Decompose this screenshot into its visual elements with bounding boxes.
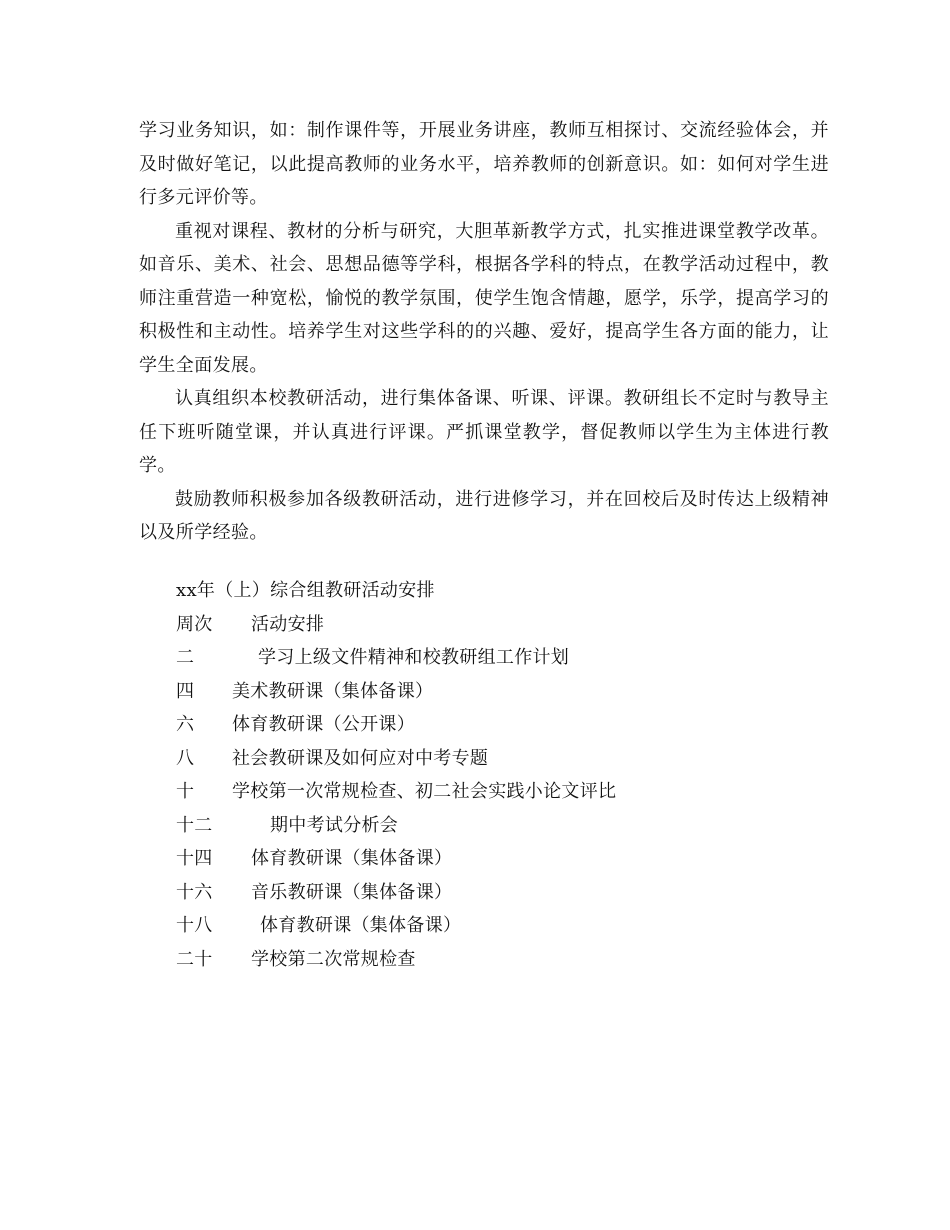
schedule-header-row <box>176 608 826 642</box>
week-cell: 十二 <box>176 814 213 836</box>
schedule-row <box>176 775 826 809</box>
paragraph-4: 鼓励教师积极参加各级教研活动，进行进修学习，并在回校后及时传达上级精神以及所学经验。 <box>139 488 829 543</box>
body-text <box>139 114 829 550</box>
activity-cell: 期中考试分析会 <box>270 814 399 836</box>
activity-cell: 社会教研课及如何应对中考专题 <box>232 747 489 769</box>
week-cell: 十四 <box>176 848 213 869</box>
paragraph-3: 认真组织本校教研活动，进行集体备课、听课、评课。教研组长不定时与教导主任下班听随堂课，并认真进行评课。严抓课堂教学，督促教师以学生为主体进行教学。 <box>139 388 829 476</box>
schedule-row <box>176 876 826 910</box>
week-cell: 八 <box>176 747 195 769</box>
paragraph-2: 重视对课程、教材的分析与研究，大胆革新教学方式，扎实推进课堂教学改革。如音乐、美术、社会、思想品德等学科，根据各学科的特点，在教学活动过程中，教师注重营造一种宽松，愉悦的教学氛围，使学生饱含情趣，愿学，乐学，提高学习的积极性和主动性。培养学生对这些学科的的兴趣、爱好，提高学生各方面的能力，让学生全面发展。 <box>139 220 829 376</box>
activity-cell: 音乐教研课（集体备课） <box>251 881 453 903</box>
activity-column-header: 活动安排 <box>251 613 325 635</box>
schedule-row <box>176 842 826 876</box>
activity-cell: 美术教研课（集体备课） <box>232 680 434 702</box>
schedule-row <box>176 809 826 843</box>
schedule-row <box>176 641 826 675</box>
activity-cell: 学校第二次常规检查 <box>251 948 416 970</box>
week-cell: 十六 <box>176 881 213 903</box>
activity-cell: 学校第一次常规检查、初二社会实践小论文评比 <box>232 781 617 802</box>
week-column-header: 周次 <box>176 613 213 635</box>
week-cell: 十 <box>176 781 195 802</box>
week-cell: 二 <box>176 647 195 668</box>
activity-cell: 学习上级文件精神和校教研组工作计划 <box>258 647 570 668</box>
schedule-row <box>176 708 826 742</box>
activity-cell: 体育教研课（集体备课） <box>251 848 453 869</box>
activity-schedule <box>176 574 826 976</box>
schedule-title: xx年（上）综合组教研活动安排 <box>176 580 435 601</box>
schedule-row <box>176 909 826 943</box>
week-cell: 二十 <box>176 948 213 970</box>
schedule-row <box>176 742 826 776</box>
week-cell: 四 <box>176 680 195 702</box>
activity-cell: 体育教研课（公开课） <box>232 714 415 735</box>
activity-cell: 体育教研课（集体备课） <box>260 915 462 936</box>
schedule-row <box>176 943 826 977</box>
paragraph-1: 学习业务知识，如：制作课件等，开展业务讲座，教师互相探讨、交流经验体会，并及时做好笔记，以此提高教师的业务水平，培养教师的创新意识。如：如何对学生进行多元评价等。 <box>139 120 829 208</box>
week-cell: 六 <box>176 714 195 735</box>
week-cell: 十八 <box>176 915 213 936</box>
schedule-row <box>176 675 826 709</box>
